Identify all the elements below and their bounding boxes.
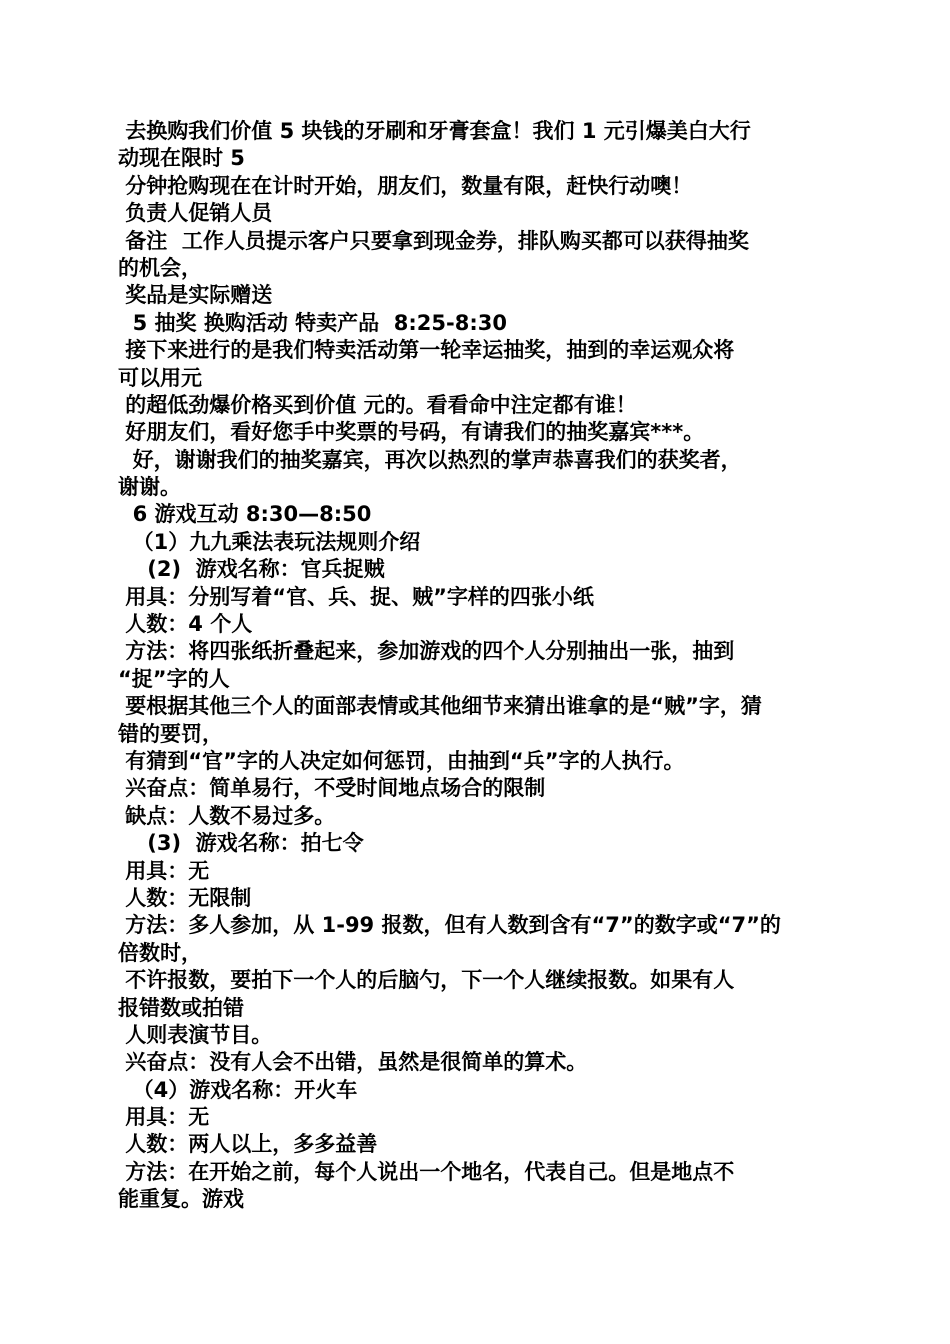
text-line: 不许报数，要拍下一个人的后脑勺，下一个人继续报数。如果有人 bbox=[118, 968, 735, 993]
text-line: 人数：无限制 bbox=[118, 885, 252, 910]
text-line: （4）游戏名称：开火车 bbox=[118, 1077, 358, 1102]
text-line: 用具：无 bbox=[118, 858, 210, 883]
text-line: 接下来进行的是我们特卖活动第一轮幸运抽奖，抽到的幸运观众将 bbox=[118, 338, 735, 363]
text-line: 方法：多人参加，从 1-99 报数，但有人数到含有“7”的数字或“7”的 bbox=[118, 913, 781, 938]
text-line: 方法：在开始之前，每个人说出一个地名，代表自己。但是地点不 bbox=[118, 1159, 735, 1184]
text-line: 动现在限时 5 bbox=[118, 146, 245, 171]
text-line: “捉”字的人 bbox=[118, 666, 230, 691]
text-line: 错的要罚， bbox=[118, 721, 223, 746]
text-line: 人数：两人以上，多多益善 bbox=[118, 1132, 378, 1157]
text-line: 的机会， bbox=[118, 255, 202, 280]
text-line: 用具：无 bbox=[118, 1105, 210, 1130]
text-line: 负责人促销人员 bbox=[118, 201, 273, 226]
text-line: 方法：将四张纸折叠起来，参加游戏的四个人分别抽出一张，抽到 bbox=[118, 639, 735, 664]
text-line: (3) 游戏名称：拍七令 bbox=[118, 831, 364, 856]
text-line: 报错数或拍错 bbox=[118, 995, 244, 1020]
text-line: 兴奋点：没有人会不出错，虽然是很简单的算术。 bbox=[118, 1050, 588, 1075]
text-line: 去换购我们价值 5 块钱的牙刷和牙膏套盒！我们 1 元引爆美白大行 bbox=[118, 119, 751, 143]
text-line: 的超低劲爆价格买到价值 元的。看看命中注定都有谁！ bbox=[118, 392, 637, 417]
text-line: 分钟抢购现在在计时开始，朋友们，数量有限，赶快行动噢！ bbox=[118, 173, 693, 198]
text-line: 有猜到“官”字的人决定如何惩罚，由抽到“兵”字的人执行。 bbox=[118, 748, 685, 773]
text-line: 备注 工作人员提示客户只要拿到现金券，排队购买都可以获得抽奖 bbox=[118, 228, 749, 253]
text-line: 兴奋点：简单易行，不受时间地点场合的限制 bbox=[118, 776, 546, 801]
text-line: （1）九九乘法表玩法规则介绍 bbox=[118, 529, 421, 554]
text-line: 谢谢。 bbox=[118, 475, 181, 500]
text-line: 人则表演节目。 bbox=[118, 1022, 273, 1047]
text-line: 6 游戏互动 8:30—8:50 bbox=[118, 502, 372, 527]
text-line: 好，谢谢我们的抽奖嘉宾，再次以热烈的掌声恭喜我们的获奖者， bbox=[118, 447, 742, 472]
text-line: 要根据其他三个人的面部表情或其他细节来猜出谁拿的是“贼”字，猜 bbox=[118, 694, 762, 719]
text-line: 能重复。游戏 bbox=[118, 1187, 244, 1212]
text-line: 5 抽奖 换购活动 特卖产品 8:25-8:30 bbox=[118, 310, 507, 335]
text-line: 可以用元 bbox=[118, 365, 202, 390]
text-line: 人数：4 个人 bbox=[118, 612, 253, 637]
text-line: 奖品是实际赠送 bbox=[118, 283, 273, 308]
text-line: 缺点：人数不易过多。 bbox=[118, 803, 336, 828]
document-body bbox=[118, 118, 838, 1214]
text-line: (2) 游戏名称：官兵捉贼 bbox=[118, 557, 385, 582]
text-line: 用具：分别写着“官、兵、捉、贼”字样的四张小纸 bbox=[118, 584, 594, 609]
text-line: 好朋友们，看好您手中奖票的号码，有请我们的抽奖嘉宾***。 bbox=[118, 420, 705, 445]
text-line: 倍数时， bbox=[118, 940, 202, 965]
